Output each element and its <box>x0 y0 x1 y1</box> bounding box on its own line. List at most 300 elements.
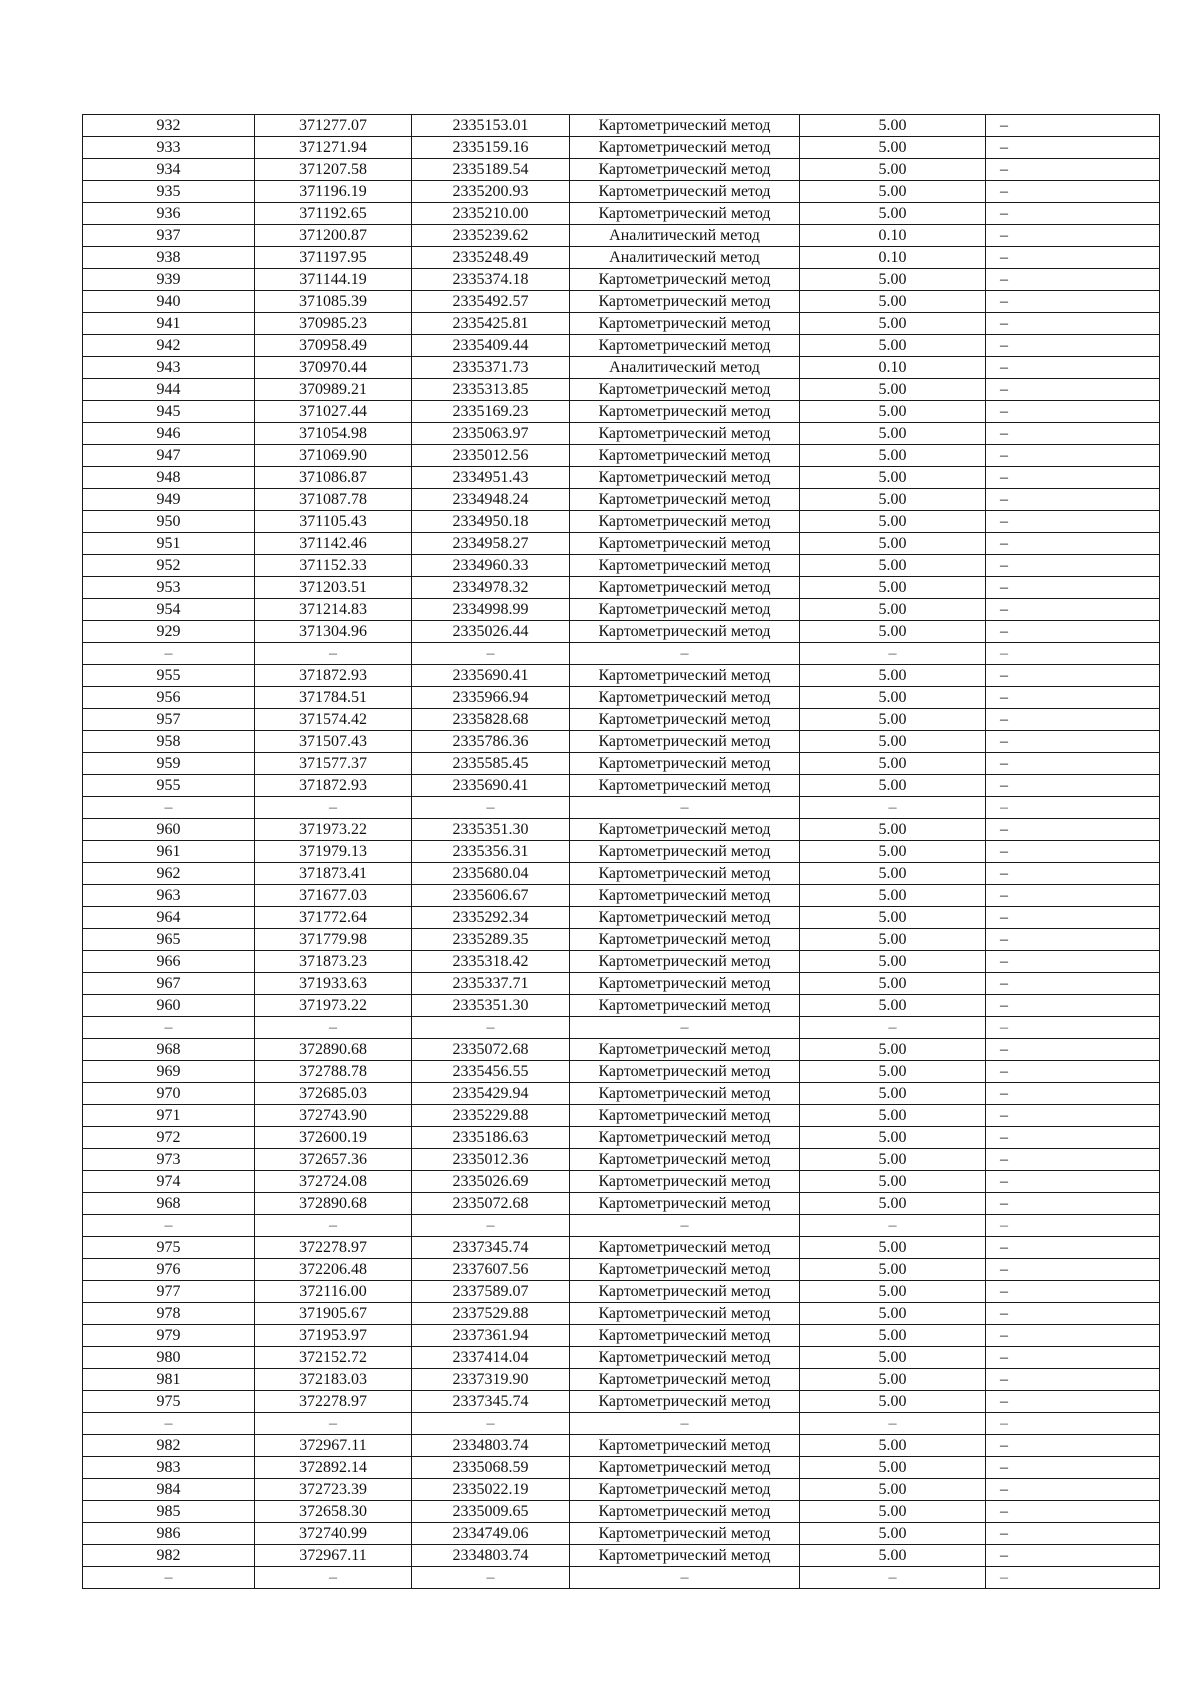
accuracy-cell: 5.00 <box>800 489 986 511</box>
x-coordinate-cell: 371772.64 <box>255 907 412 929</box>
accuracy-cell: 5.00 <box>800 1303 986 1325</box>
y-coordinate-cell: 2335169.23 <box>412 401 570 423</box>
y-coordinate-cell: – <box>412 1017 570 1039</box>
accuracy-cell: 5.00 <box>800 1171 986 1193</box>
table-row <box>83 1391 1160 1413</box>
accuracy-cell: 5.00 <box>800 115 986 137</box>
point-number-cell: 954 <box>83 599 255 621</box>
y-coordinate-cell: 2335680.04 <box>412 863 570 885</box>
accuracy-cell: – <box>800 797 986 819</box>
point-number-cell: 946 <box>83 423 255 445</box>
method-cell: Картометрический метод <box>570 467 800 489</box>
y-coordinate-cell: 2335248.49 <box>412 247 570 269</box>
accuracy-cell: 5.00 <box>800 423 986 445</box>
accuracy-cell: 5.00 <box>800 1127 986 1149</box>
x-coordinate-cell: 371086.87 <box>255 467 412 489</box>
table-row <box>83 1083 1160 1105</box>
table-row <box>83 577 1160 599</box>
table-row <box>83 467 1160 489</box>
description-cell: – <box>986 951 1160 973</box>
description-cell: – <box>986 115 1160 137</box>
method-cell: Картометрический метод <box>570 1325 800 1347</box>
x-coordinate-cell: 371200.87 <box>255 225 412 247</box>
y-coordinate-cell: – <box>412 643 570 665</box>
method-cell: Картометрический метод <box>570 137 800 159</box>
description-cell: – <box>986 1369 1160 1391</box>
point-number-cell: 964 <box>83 907 255 929</box>
accuracy-cell: 5.00 <box>800 621 986 643</box>
method-cell: Картометрический метод <box>570 1193 800 1215</box>
accuracy-cell: 5.00 <box>800 511 986 533</box>
accuracy-cell: 5.00 <box>800 709 986 731</box>
y-coordinate-cell: 2337319.90 <box>412 1369 570 1391</box>
accuracy-cell: 5.00 <box>800 1039 986 1061</box>
accuracy-cell: 5.00 <box>800 753 986 775</box>
y-coordinate-cell: 2335072.68 <box>412 1039 570 1061</box>
table-row <box>83 995 1160 1017</box>
x-coordinate-cell: 372890.68 <box>255 1039 412 1061</box>
description-cell: – <box>986 775 1160 797</box>
accuracy-cell: 5.00 <box>800 1347 986 1369</box>
y-coordinate-cell: 2335186.63 <box>412 1127 570 1149</box>
x-coordinate-cell: 372967.11 <box>255 1545 412 1567</box>
x-coordinate-cell: 371973.22 <box>255 819 412 841</box>
point-number-cell: 978 <box>83 1303 255 1325</box>
description-cell: – <box>986 445 1160 467</box>
point-number-cell: – <box>83 1215 255 1237</box>
table-row <box>83 841 1160 863</box>
point-number-cell: 975 <box>83 1237 255 1259</box>
description-cell: – <box>986 621 1160 643</box>
method-cell: Картометрический метод <box>570 1303 800 1325</box>
point-number-cell: 948 <box>83 467 255 489</box>
description-cell: – <box>986 863 1160 885</box>
x-coordinate-cell: 370970.44 <box>255 357 412 379</box>
method-cell: Картометрический метод <box>570 1083 800 1105</box>
description-cell: – <box>986 291 1160 313</box>
y-coordinate-cell: 2335374.18 <box>412 269 570 291</box>
method-cell: Картометрический метод <box>570 1391 800 1413</box>
point-number-cell: 956 <box>83 687 255 709</box>
accuracy-cell: 5.00 <box>800 841 986 863</box>
x-coordinate-cell: 371677.03 <box>255 885 412 907</box>
point-number-cell: 942 <box>83 335 255 357</box>
coordinates-table <box>82 114 1160 1589</box>
point-number-cell: 969 <box>83 1061 255 1083</box>
description-cell: – <box>986 467 1160 489</box>
point-number-cell: 932 <box>83 115 255 137</box>
point-number-cell: 985 <box>83 1501 255 1523</box>
point-number-cell: 981 <box>83 1369 255 1391</box>
point-number-cell: 986 <box>83 1523 255 1545</box>
accuracy-cell: 5.00 <box>800 181 986 203</box>
x-coordinate-cell: 372658.30 <box>255 1501 412 1523</box>
table-row <box>83 181 1160 203</box>
description-cell: – <box>986 1193 1160 1215</box>
y-coordinate-cell: 2337361.94 <box>412 1325 570 1347</box>
x-coordinate-cell: 371142.46 <box>255 533 412 555</box>
x-coordinate-cell: 371973.22 <box>255 995 412 1017</box>
table-row <box>83 797 1160 819</box>
description-cell: – <box>986 357 1160 379</box>
y-coordinate-cell: 2335012.56 <box>412 445 570 467</box>
point-number-cell: 949 <box>83 489 255 511</box>
y-coordinate-cell: 2335068.59 <box>412 1457 570 1479</box>
y-coordinate-cell: 2337345.74 <box>412 1237 570 1259</box>
point-number-cell: 955 <box>83 775 255 797</box>
y-coordinate-cell: 2335292.34 <box>412 907 570 929</box>
table-row <box>83 665 1160 687</box>
accuracy-cell: 5.00 <box>800 1369 986 1391</box>
description-cell: – <box>986 1391 1160 1413</box>
y-coordinate-cell: 2334803.74 <box>412 1545 570 1567</box>
table-row <box>83 445 1160 467</box>
y-coordinate-cell: 2335009.65 <box>412 1501 570 1523</box>
point-number-cell: 971 <box>83 1105 255 1127</box>
accuracy-cell: 5.00 <box>800 1237 986 1259</box>
method-cell: Картометрический метод <box>570 313 800 335</box>
description-cell: – <box>986 1545 1160 1567</box>
table-row <box>83 1281 1160 1303</box>
description-cell: – <box>986 995 1160 1017</box>
y-coordinate-cell: 2337345.74 <box>412 1391 570 1413</box>
description-cell: – <box>986 203 1160 225</box>
y-coordinate-cell: 2334749.06 <box>412 1523 570 1545</box>
point-number-cell: 975 <box>83 1391 255 1413</box>
method-cell: – <box>570 1017 800 1039</box>
x-coordinate-cell: 371872.93 <box>255 775 412 797</box>
description-cell: – <box>986 225 1160 247</box>
point-number-cell: 980 <box>83 1347 255 1369</box>
table-row <box>83 1347 1160 1369</box>
point-number-cell: 979 <box>83 1325 255 1347</box>
point-number-cell: 967 <box>83 973 255 995</box>
table-row <box>83 533 1160 555</box>
table-row <box>83 1413 1160 1435</box>
x-coordinate-cell: 371304.96 <box>255 621 412 643</box>
x-coordinate-cell: 371873.23 <box>255 951 412 973</box>
accuracy-cell: 5.00 <box>800 401 986 423</box>
description-cell: – <box>986 753 1160 775</box>
accuracy-cell: 5.00 <box>800 973 986 995</box>
method-cell: Картометрический метод <box>570 1127 800 1149</box>
y-coordinate-cell: 2334958.27 <box>412 533 570 555</box>
method-cell: Картометрический метод <box>570 115 800 137</box>
table-row <box>83 1127 1160 1149</box>
method-cell: Аналитический метод <box>570 247 800 269</box>
y-coordinate-cell: 2335012.36 <box>412 1149 570 1171</box>
x-coordinate-cell: – <box>255 1413 412 1435</box>
point-number-cell: 944 <box>83 379 255 401</box>
description-cell: – <box>986 731 1160 753</box>
accuracy-cell: 5.00 <box>800 1193 986 1215</box>
accuracy-cell: 5.00 <box>800 1435 986 1457</box>
x-coordinate-cell: 371872.93 <box>255 665 412 687</box>
method-cell: – <box>570 643 800 665</box>
method-cell: Картометрический метод <box>570 599 800 621</box>
table-row <box>83 1567 1160 1589</box>
y-coordinate-cell: 2335159.16 <box>412 137 570 159</box>
method-cell: Картометрический метод <box>570 489 800 511</box>
method-cell: Картометрический метод <box>570 819 800 841</box>
method-cell: Картометрический метод <box>570 423 800 445</box>
x-coordinate-cell: 370958.49 <box>255 335 412 357</box>
table-row <box>83 753 1160 775</box>
x-coordinate-cell: 371271.94 <box>255 137 412 159</box>
x-coordinate-cell: 371105.43 <box>255 511 412 533</box>
table-row <box>83 1215 1160 1237</box>
y-coordinate-cell: 2335239.62 <box>412 225 570 247</box>
table-row <box>83 1259 1160 1281</box>
description-cell: – <box>986 1017 1160 1039</box>
accuracy-cell: 5.00 <box>800 1545 986 1567</box>
accuracy-cell: 5.00 <box>800 731 986 753</box>
x-coordinate-cell: 371779.98 <box>255 929 412 951</box>
y-coordinate-cell: 2335786.36 <box>412 731 570 753</box>
method-cell: Картометрический метод <box>570 863 800 885</box>
table-row <box>83 687 1160 709</box>
point-number-cell: 951 <box>83 533 255 555</box>
description-cell: – <box>986 599 1160 621</box>
method-cell: – <box>570 1567 800 1589</box>
method-cell: Картометрический метод <box>570 929 800 951</box>
x-coordinate-cell: – <box>255 1567 412 1589</box>
accuracy-cell: 5.00 <box>800 1501 986 1523</box>
method-cell: Картометрический метод <box>570 841 800 863</box>
description-cell: – <box>986 1281 1160 1303</box>
point-number-cell: 934 <box>83 159 255 181</box>
x-coordinate-cell: – <box>255 1017 412 1039</box>
method-cell: Картометрический метод <box>570 907 800 929</box>
method-cell: Картометрический метод <box>570 687 800 709</box>
method-cell: Аналитический метод <box>570 225 800 247</box>
y-coordinate-cell: 2335356.31 <box>412 841 570 863</box>
point-number-cell: – <box>83 1017 255 1039</box>
point-number-cell: 945 <box>83 401 255 423</box>
accuracy-cell: 5.00 <box>800 929 986 951</box>
point-number-cell: 960 <box>83 995 255 1017</box>
table-row <box>83 159 1160 181</box>
description-cell: – <box>986 159 1160 181</box>
x-coordinate-cell: 370985.23 <box>255 313 412 335</box>
table-row <box>83 511 1160 533</box>
point-number-cell: 977 <box>83 1281 255 1303</box>
accuracy-cell: 5.00 <box>800 907 986 929</box>
description-cell: – <box>986 533 1160 555</box>
description-cell: – <box>986 907 1160 929</box>
y-coordinate-cell: 2335210.00 <box>412 203 570 225</box>
point-number-cell: 943 <box>83 357 255 379</box>
x-coordinate-cell: 371203.51 <box>255 577 412 599</box>
table-row <box>83 621 1160 643</box>
x-coordinate-cell: 372890.68 <box>255 1193 412 1215</box>
point-number-cell: 941 <box>83 313 255 335</box>
method-cell: Картометрический метод <box>570 1457 800 1479</box>
table-row <box>83 1325 1160 1347</box>
description-cell: – <box>986 555 1160 577</box>
x-coordinate-cell: 372600.19 <box>255 1127 412 1149</box>
y-coordinate-cell: 2335229.88 <box>412 1105 570 1127</box>
table-row <box>83 885 1160 907</box>
accuracy-cell: 5.00 <box>800 1457 986 1479</box>
table-row <box>83 1479 1160 1501</box>
method-cell: Картометрический метод <box>570 577 800 599</box>
method-cell: Картометрический метод <box>570 379 800 401</box>
method-cell: – <box>570 1413 800 1435</box>
x-coordinate-cell: 371784.51 <box>255 687 412 709</box>
x-coordinate-cell: 371144.19 <box>255 269 412 291</box>
x-coordinate-cell: 371069.90 <box>255 445 412 467</box>
table-row <box>83 401 1160 423</box>
accuracy-cell: 5.00 <box>800 1105 986 1127</box>
point-number-cell: 962 <box>83 863 255 885</box>
x-coordinate-cell: 371054.98 <box>255 423 412 445</box>
description-cell: – <box>986 577 1160 599</box>
accuracy-cell: 0.10 <box>800 357 986 379</box>
description-cell: – <box>986 1039 1160 1061</box>
accuracy-cell: 5.00 <box>800 885 986 907</box>
x-coordinate-cell: 372723.39 <box>255 1479 412 1501</box>
y-coordinate-cell: 2334998.99 <box>412 599 570 621</box>
accuracy-cell: 5.00 <box>800 1391 986 1413</box>
method-cell: Картометрический метод <box>570 665 800 687</box>
point-number-cell: 933 <box>83 137 255 159</box>
table-row <box>83 489 1160 511</box>
x-coordinate-cell: 372116.00 <box>255 1281 412 1303</box>
table-row <box>83 1523 1160 1545</box>
table-row <box>83 379 1160 401</box>
y-coordinate-cell: 2334803.74 <box>412 1435 570 1457</box>
table-row <box>83 115 1160 137</box>
table-row <box>83 1193 1160 1215</box>
method-cell: Картометрический метод <box>570 973 800 995</box>
y-coordinate-cell: 2337589.07 <box>412 1281 570 1303</box>
method-cell: Картометрический метод <box>570 885 800 907</box>
table-row <box>83 1303 1160 1325</box>
description-cell: – <box>986 181 1160 203</box>
x-coordinate-cell: 372685.03 <box>255 1083 412 1105</box>
y-coordinate-cell: 2337529.88 <box>412 1303 570 1325</box>
accuracy-cell: 5.00 <box>800 687 986 709</box>
description-cell: – <box>986 797 1160 819</box>
description-cell: – <box>986 137 1160 159</box>
y-coordinate-cell: 2335063.97 <box>412 423 570 445</box>
accuracy-cell: 5.00 <box>800 137 986 159</box>
point-number-cell: 983 <box>83 1457 255 1479</box>
y-coordinate-cell: 2335425.81 <box>412 313 570 335</box>
method-cell: Картометрический метод <box>570 533 800 555</box>
accuracy-cell: 5.00 <box>800 1325 986 1347</box>
x-coordinate-cell: 372724.08 <box>255 1171 412 1193</box>
method-cell: Картометрический метод <box>570 951 800 973</box>
point-number-cell: 972 <box>83 1127 255 1149</box>
description-cell: – <box>986 973 1160 995</box>
description-cell: – <box>986 841 1160 863</box>
table-row <box>83 599 1160 621</box>
point-number-cell: 929 <box>83 621 255 643</box>
x-coordinate-cell: 371873.41 <box>255 863 412 885</box>
accuracy-cell: – <box>800 1567 986 1589</box>
accuracy-cell: 5.00 <box>800 951 986 973</box>
description-cell: – <box>986 247 1160 269</box>
method-cell: Картометрический метод <box>570 159 800 181</box>
method-cell: Картометрический метод <box>570 1105 800 1127</box>
description-cell: – <box>986 401 1160 423</box>
point-number-cell: 982 <box>83 1435 255 1457</box>
point-number-cell: – <box>83 1413 255 1435</box>
description-cell: – <box>986 1501 1160 1523</box>
y-coordinate-cell: 2335606.67 <box>412 885 570 907</box>
y-coordinate-cell: 2334951.43 <box>412 467 570 489</box>
accuracy-cell: 5.00 <box>800 775 986 797</box>
y-coordinate-cell: 2335409.44 <box>412 335 570 357</box>
point-number-cell: 968 <box>83 1039 255 1061</box>
y-coordinate-cell: 2335153.01 <box>412 115 570 137</box>
y-coordinate-cell: 2335351.30 <box>412 995 570 1017</box>
x-coordinate-cell: 371905.67 <box>255 1303 412 1325</box>
accuracy-cell: 5.00 <box>800 599 986 621</box>
table-row <box>83 863 1160 885</box>
accuracy-cell: 5.00 <box>800 577 986 599</box>
table-row <box>83 423 1160 445</box>
x-coordinate-cell: 371214.83 <box>255 599 412 621</box>
x-coordinate-cell: 371192.65 <box>255 203 412 225</box>
accuracy-cell: 5.00 <box>800 819 986 841</box>
point-number-cell: 939 <box>83 269 255 291</box>
y-coordinate-cell: 2335289.35 <box>412 929 570 951</box>
x-coordinate-cell: 371085.39 <box>255 291 412 313</box>
x-coordinate-cell: 371577.37 <box>255 753 412 775</box>
description-cell: – <box>986 1237 1160 1259</box>
description-cell: – <box>986 819 1160 841</box>
accuracy-cell: – <box>800 1215 986 1237</box>
method-cell: Картометрический метод <box>570 1149 800 1171</box>
accuracy-cell: – <box>800 643 986 665</box>
table-row <box>83 1039 1160 1061</box>
accuracy-cell: 5.00 <box>800 1061 986 1083</box>
point-number-cell: 957 <box>83 709 255 731</box>
table-row <box>83 1545 1160 1567</box>
x-coordinate-cell: 372788.78 <box>255 1061 412 1083</box>
point-number-cell: 961 <box>83 841 255 863</box>
accuracy-cell: 0.10 <box>800 247 986 269</box>
table-row <box>83 269 1160 291</box>
method-cell: Картометрический метод <box>570 1237 800 1259</box>
description-cell: – <box>986 643 1160 665</box>
description-cell: – <box>986 1435 1160 1457</box>
description-cell: – <box>986 1303 1160 1325</box>
description-cell: – <box>986 1149 1160 1171</box>
x-coordinate-cell: 372152.72 <box>255 1347 412 1369</box>
y-coordinate-cell: – <box>412 797 570 819</box>
table-row <box>83 1457 1160 1479</box>
method-cell: Картометрический метод <box>570 1545 800 1567</box>
table-row <box>83 819 1160 841</box>
method-cell: Картометрический метод <box>570 731 800 753</box>
x-coordinate-cell: 371087.78 <box>255 489 412 511</box>
description-cell: – <box>986 687 1160 709</box>
description-cell: – <box>986 1325 1160 1347</box>
x-coordinate-cell: 371207.58 <box>255 159 412 181</box>
point-number-cell: 982 <box>83 1545 255 1567</box>
description-cell: – <box>986 1215 1160 1237</box>
accuracy-cell: 5.00 <box>800 665 986 687</box>
table-row <box>83 951 1160 973</box>
description-cell: – <box>986 1479 1160 1501</box>
table-row <box>83 775 1160 797</box>
description-cell: – <box>986 379 1160 401</box>
method-cell: Картометрический метод <box>570 995 800 1017</box>
